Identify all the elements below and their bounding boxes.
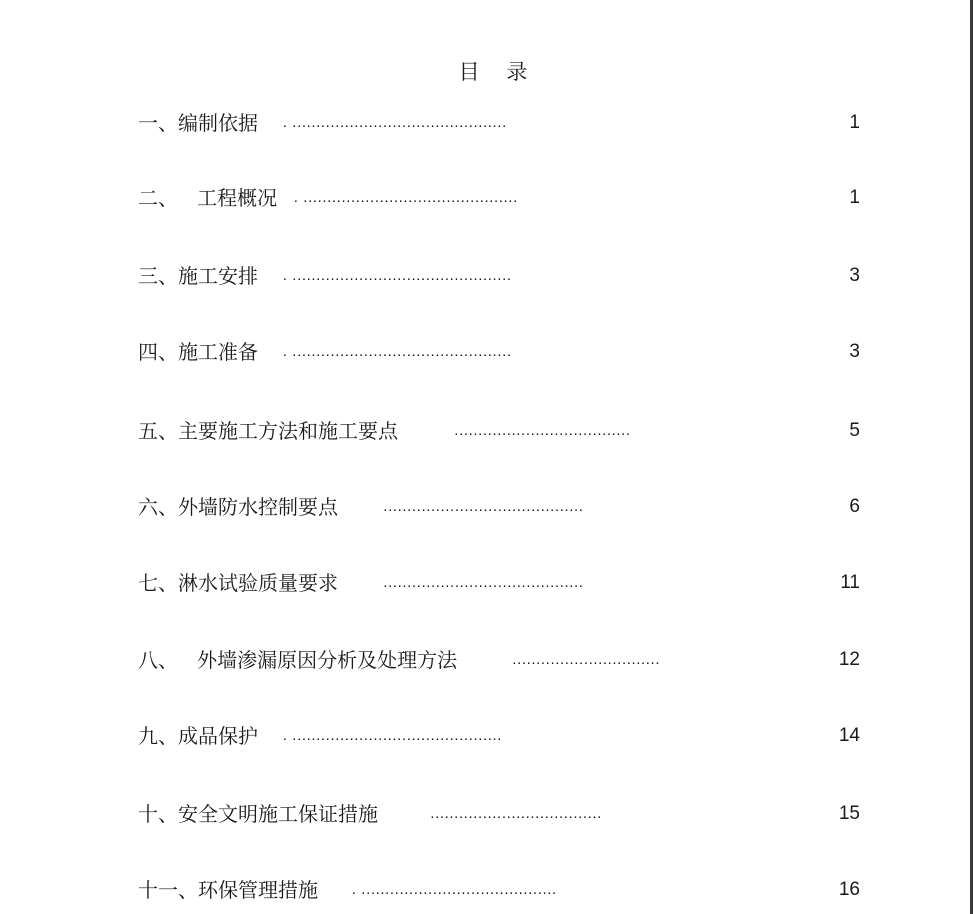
toc-page-number: 3 [849,265,860,286]
toc-leader-dots: ............................... [498,651,661,668]
toc-leader-dots: . .............................................. [278,343,512,360]
toc-leader-dots: . ............................................. [278,114,507,131]
toc-page-number: 5 [849,420,860,441]
toc-page-number: 6 [849,496,860,517]
toc-entry[interactable] [138,492,860,522]
toc-entry-label: 四、施工准备 [138,340,258,364]
toc-entry-label: 十一、环保管理措施 [138,878,318,902]
toc-entry[interactable] [138,261,860,291]
toc-leader-dots: .......................................... [369,574,584,591]
toc-entry-label: 十、安全文明施工保证措施 [138,802,378,826]
toc-leader-dots: .................................... [416,805,602,822]
toc-entry-label: 九、成品保护 [138,724,258,748]
toc-entry[interactable] [138,568,860,598]
toc-leader-dots: . ............................................. [289,189,518,206]
toc-entry[interactable] [138,875,860,905]
toc-leader-dots: . .............................................. [278,267,512,284]
toc-entry[interactable] [138,337,860,367]
toc-entry-label: 三、施工安排 [138,264,258,288]
toc-entry[interactable] [138,721,860,751]
toc-entry[interactable] [138,183,860,213]
toc-entry-label: 五、主要施工方法和施工要点 [138,419,398,443]
toc-page-number: 15 [838,803,860,824]
page-title: 目 录 [458,60,538,84]
toc-page-number: 16 [838,879,860,900]
toc-entry-label: 八、 外墙渗漏原因分析及处理方法 [138,648,458,672]
toc-page-number: 11 [840,572,860,593]
toc-entry[interactable] [138,799,860,829]
toc-entry[interactable] [138,416,860,446]
toc-entry[interactable] [138,108,860,138]
toc-page-number: 1 [849,112,860,133]
toc-page-number: 14 [838,725,860,746]
toc-leader-dots: ..................................... [440,422,631,439]
toc-entry-label: 七、淋水试验质量要求 [138,571,338,595]
toc-page-number: 1 [849,187,860,208]
toc-entry[interactable] [138,645,860,675]
toc-page-number: 12 [838,649,860,670]
toc-leader-dots: . ............................................ [278,727,503,744]
toc-page-number: 3 [849,341,860,362]
toc-leader-dots: .......................................... [369,498,584,515]
toc-entry-label: 一、编制依据 [138,111,258,135]
toc-entry-label: 二、 工程概况 [138,186,278,210]
toc-entry-label: 六、外墙防水控制要点 [138,495,338,519]
toc-leader-dots: . ......................................... [347,881,557,898]
